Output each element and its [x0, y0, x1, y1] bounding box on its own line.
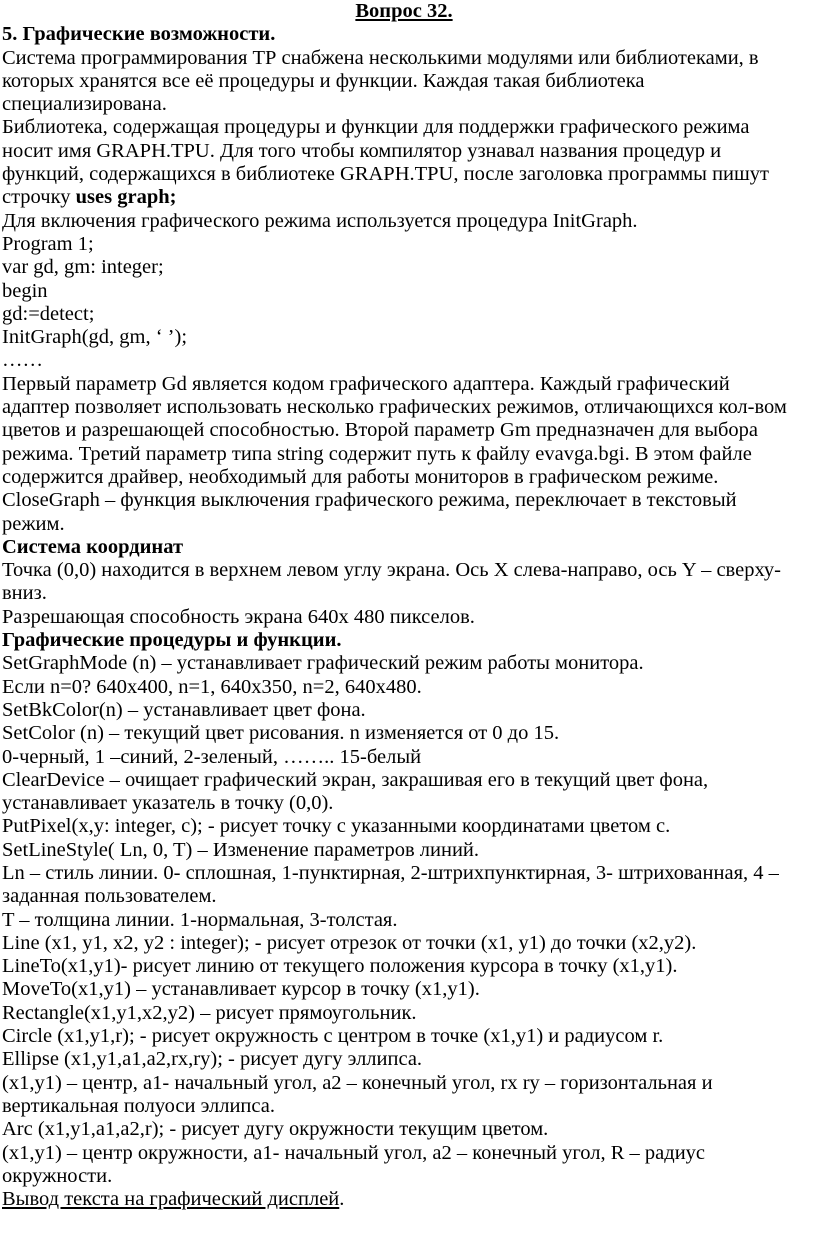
- code-example: [2, 233, 806, 373]
- proc-line: ClearDevice – очищает графический экран, закрашивая его в текущий цвет фона,: [2, 768, 709, 791]
- text-line: специализирована.: [2, 93, 167, 116]
- proc-line: Arc (x1,y1,a1,a2,r); - рисует дугу окружности текущим цветом.: [2, 1118, 549, 1141]
- proc-line: Ellipse (x1,y1,a1,a2,rx,ry); - рисует дугу эллипса.: [2, 1048, 423, 1071]
- text-output-link[interactable]: Вывод текста на графический дисплей: [2, 1188, 340, 1211]
- coords-heading: Система координат: [2, 535, 184, 558]
- proc-line: 0-черный, 1 –синий, 2-зеленый, …….. 15-белый: [2, 745, 422, 768]
- code-line: begin: [2, 279, 48, 302]
- proc-line: Circle (x1,y1,r); - рисует окружность с центром в точке (x1,y1) и радиусом r.: [2, 1025, 664, 1048]
- text-line: Библиотека, содержащая процедуры и функции для поддержки графического режима: [2, 116, 750, 139]
- proc-line: (x1,y1) – центр окружности, a1- начальный угол, a2 – конечный угол, R – радиус: [2, 1141, 706, 1164]
- code-line: var gd, gm: integer;: [2, 256, 164, 279]
- text-line: Для включения графического режима используется процедура InitGraph.: [2, 209, 638, 232]
- text-line: режим.: [2, 512, 65, 535]
- text-line: Точка (0,0) находится в верхнем левом углу экрана. Ось X слева-направо, ось Y – сверху-: [2, 559, 782, 582]
- text-line: носит имя GRAPH.TPU. Для того чтобы компилятор узнавал названия процедур и: [2, 139, 722, 162]
- text-line: адаптер позволяет использовать несколько графических режимов, отличающихся кол-вом: [2, 396, 787, 419]
- proc-line: Rectangle(x1,y1,x2,y2) – рисует прямоугольник.: [2, 1001, 417, 1024]
- proc-line: Если n=0? 640x400, n=1, 640x350, n=2, 640x480.: [2, 675, 422, 698]
- proc-line: LineTo(x1,y1)- рисует линию от текущего положения курсора в точку (x1,y1).: [2, 955, 678, 978]
- uses-prefix: строчку: [2, 186, 76, 209]
- section-heading: 5. Графические возможности.: [2, 23, 276, 46]
- uses-statement: uses graph;: [75, 186, 177, 209]
- code-line: gd:=detect;: [2, 302, 95, 325]
- proc-line: заданная пользователем.: [2, 885, 217, 908]
- proc-line: Line (x1, y1, x2, y2 : integer); - рисует отрезок от точки (x1, y1) до точки (x2,y2).: [2, 931, 697, 954]
- proc-line: SetLineStyle( Ln, 0, T) – Изменение параметров линий.: [2, 838, 480, 861]
- code-line: InitGraph(gd, gm, ‘ ’);: [2, 326, 188, 349]
- proc-line: SetColor (n) – текущий цвет рисования. n изменяется от 0 до 15.: [2, 722, 560, 745]
- text-line: содержится драйвер, необходимый для работы мониторов в графическом режиме.: [2, 465, 719, 488]
- proc-line: MoveTo(x1,y1) – устанавливает курсор в точку (x1,y1).: [2, 978, 480, 1001]
- text-line: CloseGraph – функция выключения графического режима, переключает в текстовый: [2, 489, 737, 512]
- uses-line: [2, 186, 806, 209]
- params-paragraph: [2, 373, 806, 536]
- text-line: которых хранятся все её процедуры и функции. Каждая такая библиотека: [2, 69, 645, 92]
- question-title: Вопрос 32.: [355, 0, 453, 22]
- text-line: Система программирования ТР снабжена несколькими модулями или библиотеками, в: [2, 46, 759, 69]
- text-line: режима. Третий параметр типа string содержит путь к файлу evavga.bgi. В этом файле: [2, 442, 752, 465]
- proc-line: вертикальная полуоси эллипса.: [2, 1094, 275, 1117]
- proc-line: SetBkColor(n) – устанавливает цвет фона.: [2, 698, 366, 721]
- coords-paragraph: [2, 559, 806, 629]
- procs-list: [2, 652, 806, 1188]
- proc-line: PutPixel(x,y: integer, c); - рисует точку с указанными координатами цветом с.: [2, 815, 671, 838]
- proc-line: (x1,y1) – центр, a1- начальный угол, a2 – конечный угол, rx ry – горизонтальная и: [2, 1071, 713, 1094]
- footer-line: [2, 1188, 806, 1211]
- proc-line: Ln – стиль линии. 0- сплошная, 1-пунктирная, 2-штрихпунктирная, 3- штрихованная, 4 –: [2, 861, 779, 884]
- proc-line: окружности.: [2, 1164, 113, 1187]
- code-line: ……: [2, 349, 43, 372]
- text-line: цветов и разрешающей способностью. Второй параметр Gm предназначен для выбора: [2, 419, 759, 442]
- proc-line: T – толщина линии. 1-нормальная, 3-толстая.: [2, 908, 398, 931]
- code-line: Program 1;: [2, 232, 94, 255]
- procs-heading: Графические процедуры и функции.: [2, 629, 342, 652]
- text-line: Разрешающая способность экрана 640х 480 пикселов.: [2, 605, 475, 628]
- text-line: функций, содержащихся в библиотеке GRAPH.TPU, после заголовка программы пишут: [2, 163, 770, 186]
- intro-paragraph: [2, 47, 806, 233]
- proc-line: устанавливает указатель в точку (0,0).: [2, 792, 334, 815]
- footer-period: .: [339, 1188, 345, 1211]
- proc-line: SetGraphMode (n) – устанавливает графический режим работы монитора.: [2, 652, 644, 675]
- text-line: Первый параметр Gd является кодом графического адаптера. Каждый графический: [2, 372, 730, 395]
- text-line: вниз.: [2, 582, 47, 605]
